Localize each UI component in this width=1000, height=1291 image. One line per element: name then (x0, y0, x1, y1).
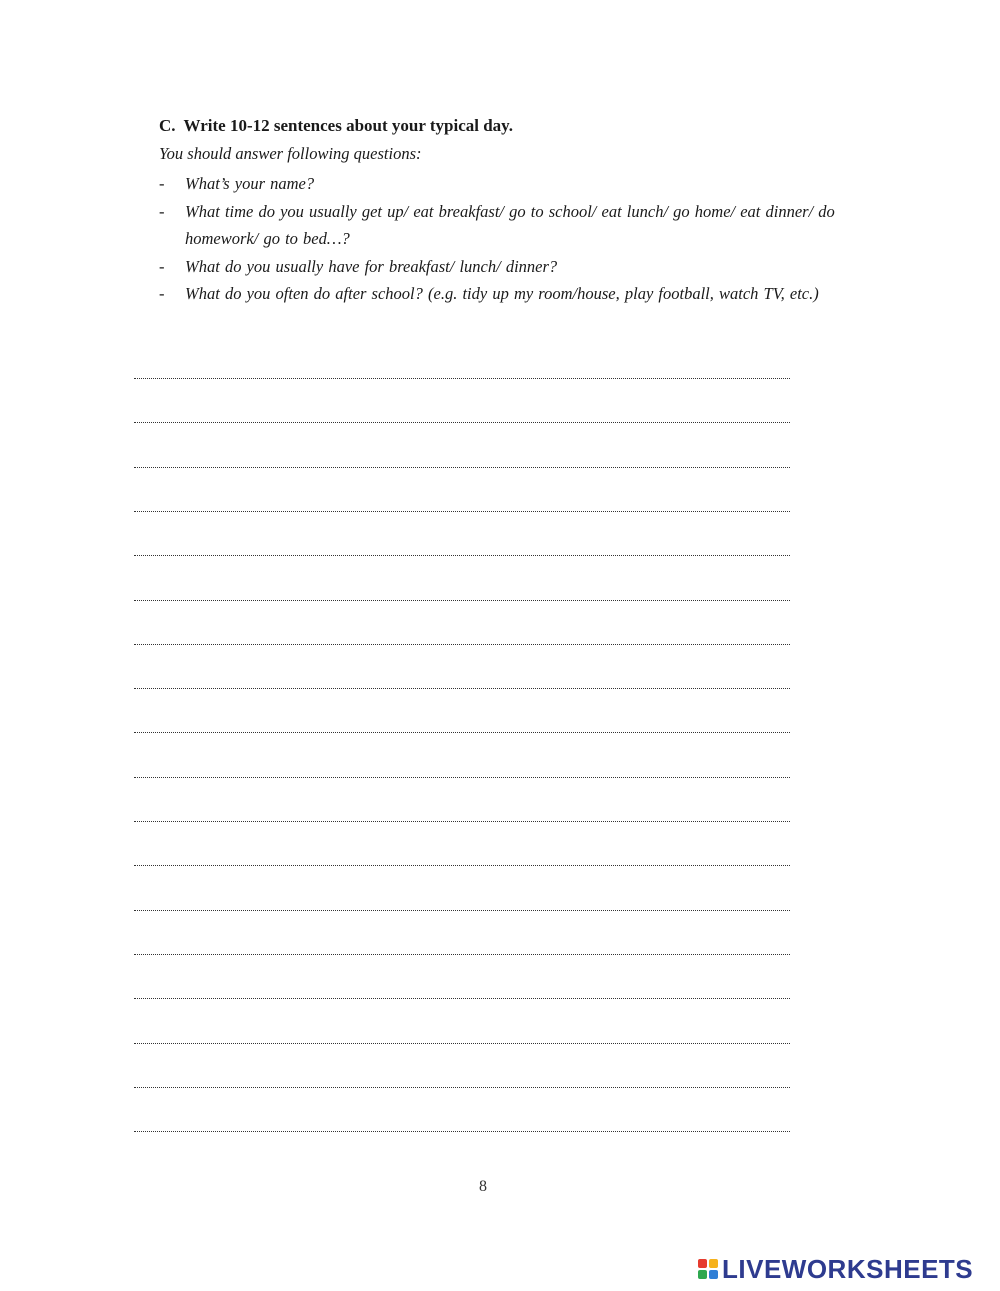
answer-line[interactable] (134, 998, 790, 999)
liveworksheets-mark-icon (698, 1259, 718, 1279)
answer-line[interactable] (134, 600, 790, 601)
brand-name: LIVEWORKSHEETS (722, 1253, 974, 1284)
brand-mark-tile (698, 1259, 707, 1268)
question-item (159, 280, 839, 308)
answer-line[interactable] (134, 910, 790, 911)
question-item (159, 170, 839, 198)
question-item (159, 198, 839, 253)
answer-line[interactable] (134, 511, 790, 512)
answer-line[interactable] (134, 1131, 790, 1132)
exercise-title: Write 10-12 sentences about your typical day. (183, 116, 513, 135)
exercise-heading (159, 116, 513, 136)
page-number: 8 (479, 1178, 487, 1195)
answer-line[interactable] (134, 954, 790, 955)
answer-line[interactable] (134, 644, 790, 645)
question-bullet: - (159, 256, 165, 276)
question-item (159, 253, 839, 281)
answer-line[interactable] (134, 732, 790, 733)
brand-mark-tile (709, 1259, 718, 1268)
brand-mark-tile (709, 1270, 718, 1279)
exercise-letter: C. (159, 116, 176, 135)
question-text: What time do you usually get up/ eat breakfast/ go to school/ eat lunch/ go home/ eat dinner/ do homework/ go to bed…? (185, 201, 835, 248)
answer-line[interactable] (134, 555, 790, 556)
answer-line[interactable] (134, 422, 790, 423)
question-text: What do you usually have for breakfast/ lunch/ dinner? (185, 256, 558, 276)
question-text: What’s your name? (185, 174, 315, 193)
answer-line[interactable] (134, 865, 790, 866)
brand-mark-tile (698, 1270, 707, 1279)
answer-line[interactable] (134, 378, 790, 379)
question-text: What do you often do after school? (e.g. tidy up my room/house, play football, watch TV, etc.) (185, 284, 819, 303)
answer-line[interactable] (134, 777, 790, 778)
answer-line[interactable] (134, 1087, 790, 1088)
question-bullet: - (159, 174, 165, 193)
question-list (159, 170, 839, 308)
question-bullet: - (159, 201, 165, 221)
brand-logo (698, 1255, 973, 1283)
question-bullet: - (159, 284, 165, 303)
answer-line[interactable] (134, 688, 790, 689)
answer-line[interactable] (134, 467, 790, 468)
answer-line[interactable] (134, 1043, 790, 1044)
answer-line[interactable] (134, 821, 790, 822)
exercise-intro: You should answer following questions: (159, 144, 422, 163)
